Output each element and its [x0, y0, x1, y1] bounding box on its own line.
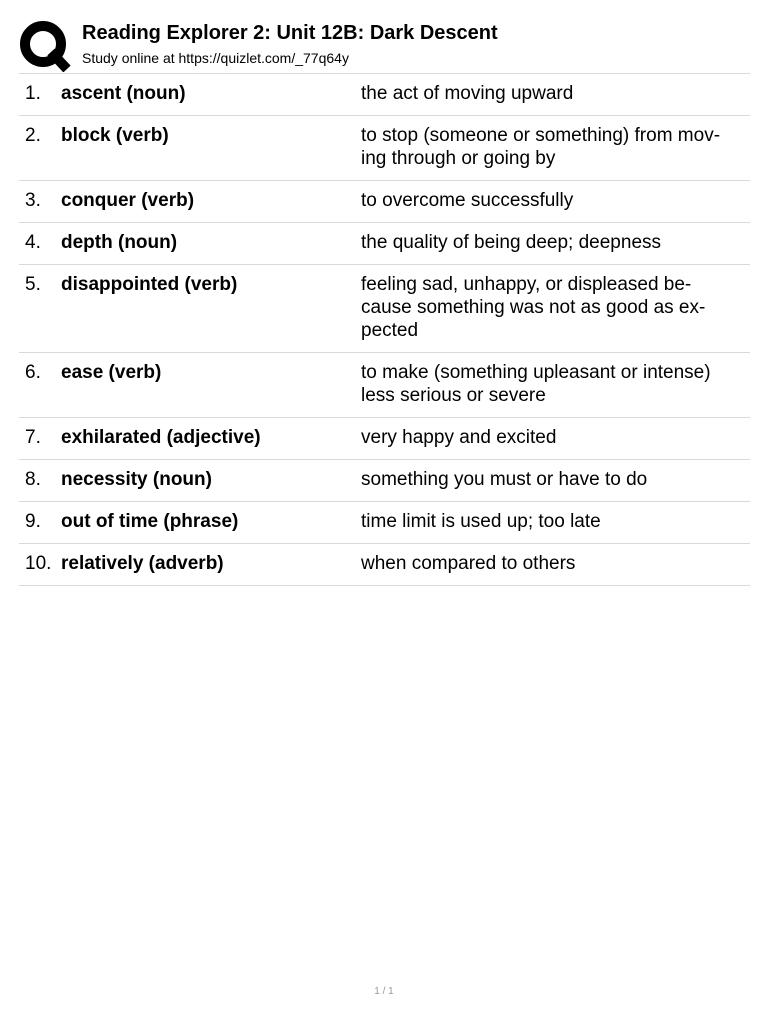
- term-row: [19, 265, 750, 353]
- term-definition: the quality of being deep; deepness: [361, 232, 662, 253]
- term-number: 3.: [25, 190, 41, 211]
- term-word: block (verb): [61, 125, 169, 146]
- term-definition: to overcome successfully: [361, 190, 574, 211]
- page-number: 1 / 1: [374, 986, 394, 997]
- term-word: ascent (noun): [61, 83, 186, 104]
- term-definition: when compared to others: [361, 553, 576, 574]
- term-definition: something you must or have to do: [361, 469, 648, 490]
- term-definition: to make (something upleasant or intense) less serious or severe: [361, 362, 711, 406]
- term-number: 1.: [25, 83, 41, 104]
- term-number: 7.: [25, 427, 41, 448]
- term-row: [19, 353, 750, 418]
- term-definition: time limit is used up; too late: [361, 511, 601, 532]
- term-row: [19, 460, 750, 502]
- term-word: disappointed (verb): [61, 274, 238, 295]
- term-number: 8.: [25, 469, 41, 490]
- term-word: relatively (adverb): [61, 553, 224, 574]
- term-word: out of time (phrase): [61, 511, 239, 532]
- term-row: [19, 418, 750, 460]
- term-definition: the act of moving upward: [361, 83, 574, 104]
- term-word: necessity (noun): [61, 469, 212, 490]
- page-header: [0, 0, 768, 74]
- term-definition: to stop (someone or something) from mov-ing through or going by: [361, 125, 721, 169]
- term-row: [19, 116, 750, 181]
- term-number: 10.: [25, 553, 52, 574]
- term-row: [19, 181, 750, 223]
- term-number: 9.: [25, 511, 41, 532]
- term-row: [19, 223, 750, 265]
- term-word: ease (verb): [61, 362, 162, 383]
- term-number: 5.: [25, 274, 41, 295]
- term-definition: very happy and excited: [361, 427, 557, 448]
- term-row: [19, 74, 750, 116]
- term-row: [19, 544, 750, 586]
- term-word: depth (noun): [61, 232, 178, 253]
- study-online-link[interactable]: Study online at https://quizlet.com/_77q64y: [82, 50, 349, 66]
- term-word: exhilarated (adjective): [61, 427, 261, 448]
- quizlet-logo-icon: [19, 20, 71, 72]
- term-row: [19, 502, 750, 544]
- term-word: conquer (verb): [61, 190, 195, 211]
- term-number: 4.: [25, 232, 41, 253]
- term-number: 2.: [25, 125, 41, 146]
- page-title: Reading Explorer 2: Unit 12B: Dark Descent: [82, 22, 498, 44]
- term-number: 6.: [25, 362, 41, 383]
- term-list: [19, 73, 750, 586]
- term-definition: feeling sad, unhappy, or displeased be-cause something was not as good as ex-pected: [361, 274, 706, 341]
